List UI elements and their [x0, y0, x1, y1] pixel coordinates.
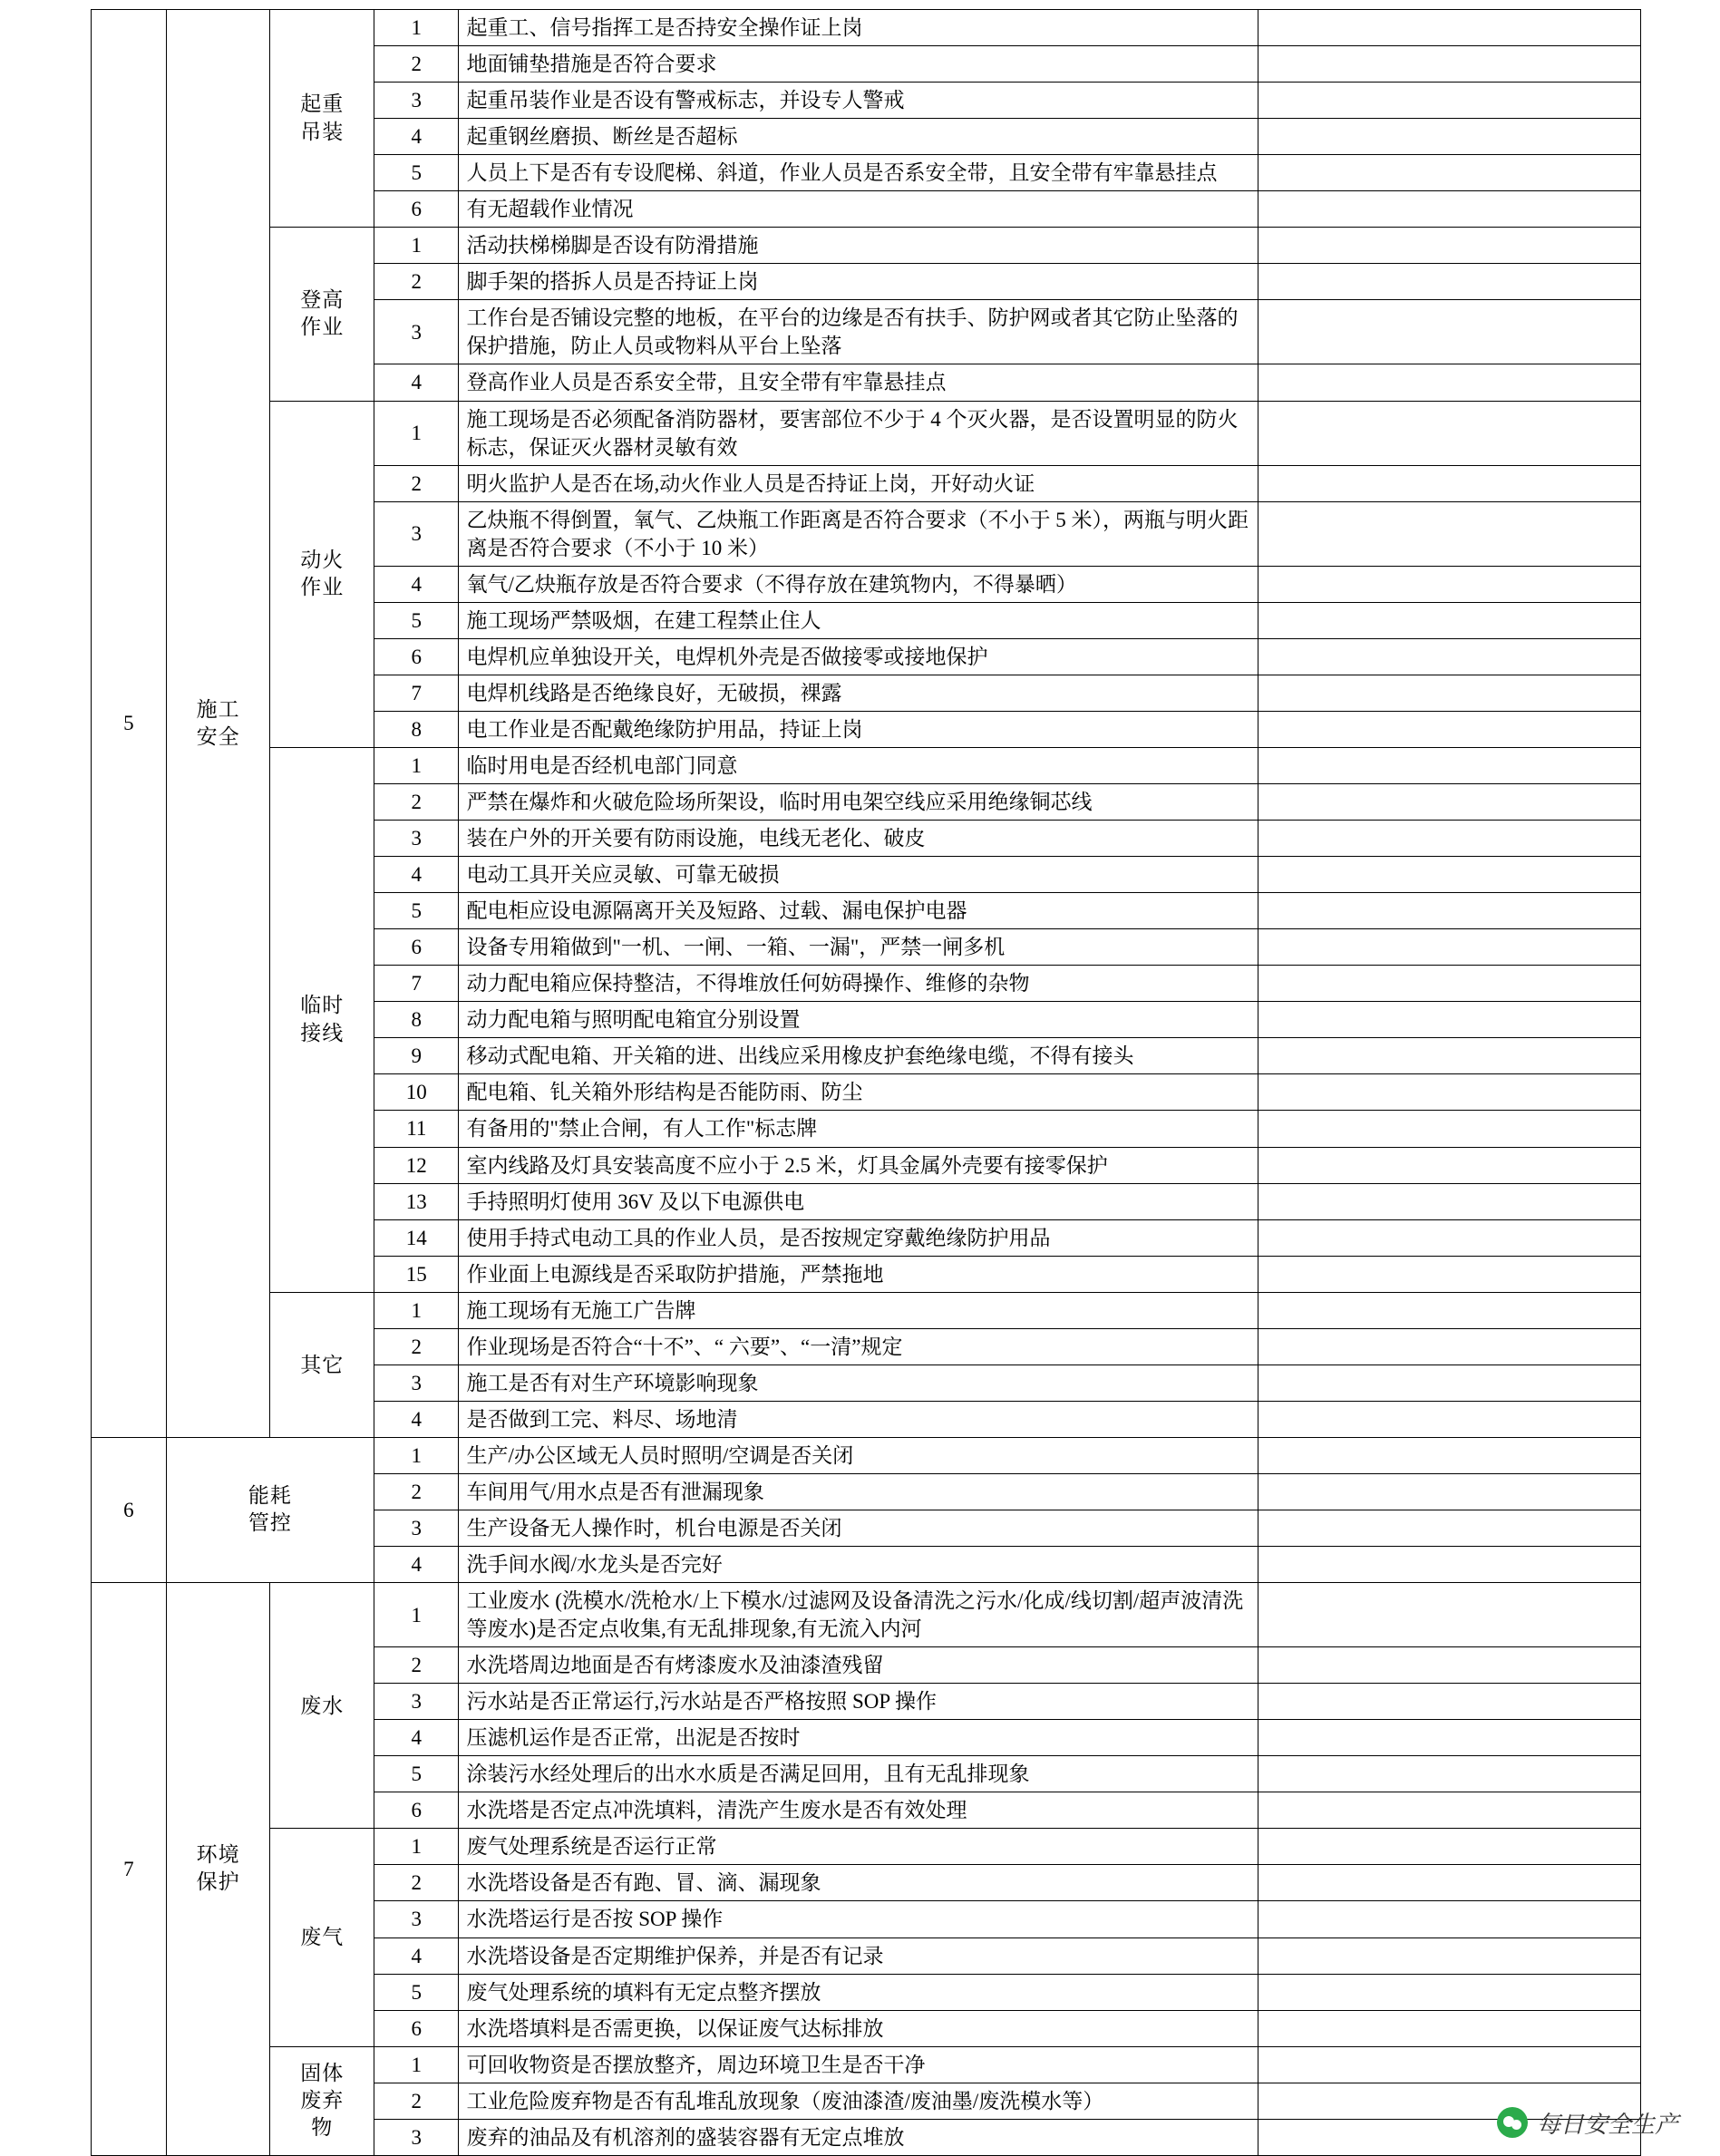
- item-index: 4: [374, 1937, 459, 1974]
- item-text: 水洗塔设备是否定期维护保养，并是否有记录: [459, 1937, 1258, 1974]
- table-row: [92, 1292, 1641, 1328]
- item-index: 4: [374, 1401, 459, 1437]
- item-index: 8: [374, 711, 459, 747]
- item-index: 1: [374, 10, 459, 46]
- item-index: 3: [374, 501, 459, 566]
- item-index: 7: [374, 966, 459, 1002]
- item-index: 5: [374, 155, 459, 191]
- result-cell[interactable]: [1258, 264, 1641, 300]
- item-text: 装在户外的开关要有防雨设施，电线无老化、破皮: [459, 821, 1258, 857]
- item-index: 5: [374, 1756, 459, 1792]
- item-text: 明火监护人是否在场,动火作业人员是否持证上岗，开好动火证: [459, 465, 1258, 501]
- table-row: [92, 401, 1641, 465]
- item-index: 3: [374, 83, 459, 119]
- item-text: 施工现场严禁吸烟，在建工程禁止住人: [459, 602, 1258, 638]
- item-text: 有备用的"禁止合闸，有人工作"标志牌: [459, 1111, 1258, 1147]
- item-text: 起重吊装作业是否设有警戒标志，并设专人警戒: [459, 83, 1258, 119]
- result-cell[interactable]: [1258, 1547, 1641, 1583]
- item-index: 6: [374, 929, 459, 966]
- result-cell[interactable]: [1258, 1147, 1641, 1183]
- item-index: 1: [374, 228, 459, 264]
- section-category: 施工安全: [166, 10, 270, 1438]
- result-cell[interactable]: [1258, 228, 1641, 264]
- safety-checklist-table: [91, 9, 1641, 2156]
- result-cell[interactable]: [1258, 784, 1641, 821]
- item-text: 车间用气/用水点是否有泄漏现象: [459, 1473, 1258, 1510]
- item-index: 2: [374, 1865, 459, 1901]
- item-index: 1: [374, 747, 459, 783]
- item-index: 4: [374, 857, 459, 893]
- item-index: 2: [374, 784, 459, 821]
- item-text: 动力配电箱与照明配电箱宜分别设置: [459, 1002, 1258, 1038]
- result-cell[interactable]: [1258, 155, 1641, 191]
- item-index: 4: [374, 566, 459, 602]
- result-cell[interactable]: [1258, 1647, 1641, 1684]
- result-cell[interactable]: [1258, 1219, 1641, 1256]
- item-text: 作业面上电源线是否采取防护措施，严禁拖地: [459, 1256, 1258, 1292]
- result-cell[interactable]: [1258, 747, 1641, 783]
- item-index: 5: [374, 602, 459, 638]
- result-cell[interactable]: [1258, 46, 1641, 83]
- wechat-icon: [1497, 2107, 1528, 2138]
- result-cell[interactable]: [1258, 1183, 1641, 1219]
- item-index: 4: [374, 1720, 459, 1756]
- result-cell[interactable]: [1258, 191, 1641, 228]
- result-cell[interactable]: [1258, 1974, 1641, 2010]
- item-text: 施工现场有无施工广告牌: [459, 1292, 1258, 1328]
- item-text: 配电柜应设电源隔离开关及短路、过载、漏电保护电器: [459, 893, 1258, 929]
- result-cell[interactable]: [1258, 1401, 1641, 1437]
- item-text: 氧气/乙炔瓶存放是否符合要求（不得存放在建筑物内，不得暴晒）: [459, 566, 1258, 602]
- result-cell[interactable]: [1258, 2010, 1641, 2046]
- item-index: 15: [374, 1256, 459, 1292]
- item-text: 是否做到工完、料尽、场地清: [459, 1401, 1258, 1437]
- item-index: 2: [374, 1647, 459, 1684]
- subgroup-name: 废水: [270, 1583, 374, 1829]
- result-cell[interactable]: [1258, 566, 1641, 602]
- item-index: 1: [374, 401, 459, 465]
- result-cell[interactable]: [1258, 2046, 1641, 2083]
- result-cell[interactable]: [1258, 1002, 1641, 1038]
- item-index: 2: [374, 465, 459, 501]
- item-text: 工作台是否铺设完整的地板，在平台的边缘是否有扶手、防护网或者其它防止坠落的保护措施，防止人员或物料从平台上坠落: [459, 300, 1258, 364]
- item-text: 起重钢丝磨损、断丝是否超标: [459, 119, 1258, 155]
- subgroup-name: 固体废弃物: [270, 2046, 374, 2155]
- result-cell[interactable]: [1258, 300, 1641, 364]
- table-row: [92, 2046, 1641, 2083]
- item-text: 动力配电箱应保持整洁，不得堆放任何妨碍操作、维修的杂物: [459, 966, 1258, 1002]
- result-cell[interactable]: [1258, 401, 1641, 465]
- item-text: 临时用电是否经机电部门同意: [459, 747, 1258, 783]
- result-cell[interactable]: [1258, 1829, 1641, 1865]
- item-text: 起重工、信号指挥工是否持安全操作证上岗: [459, 10, 1258, 46]
- result-cell[interactable]: [1258, 1720, 1641, 1756]
- subgroup-name: 登高作业: [270, 228, 374, 401]
- section-number: 7: [92, 1583, 167, 2156]
- item-text: 设备专用箱做到"一机、一闸、一箱、一漏"，严禁一闸多机: [459, 929, 1258, 966]
- result-cell[interactable]: [1258, 1364, 1641, 1401]
- item-text: 人员上下是否有专设爬梯、斜道，作业人员是否系安全带，且安全带有牢靠悬挂点: [459, 155, 1258, 191]
- result-cell[interactable]: [1258, 711, 1641, 747]
- item-text: 严禁在爆炸和火破危险场所架设，临时用电架空线应采用绝缘铜芯线: [459, 784, 1258, 821]
- item-index: 2: [374, 2083, 459, 2119]
- item-text: 可回收物资是否摆放整齐，周边环境卫生是否干净: [459, 2046, 1258, 2083]
- item-index: 3: [374, 1684, 459, 1720]
- item-index: 2: [374, 1328, 459, 1364]
- table-row: [92, 10, 1641, 46]
- item-text: 电动工具开关应灵敏、可靠无破损: [459, 857, 1258, 893]
- result-cell[interactable]: [1258, 1111, 1641, 1147]
- item-text: 活动扶梯梯脚是否设有防滑措施: [459, 228, 1258, 264]
- item-text: 水洗塔周边地面是否有烤漆废水及油漆渣残留: [459, 1647, 1258, 1684]
- result-cell[interactable]: [1258, 119, 1641, 155]
- item-text: 工业危险废弃物是否有乱堆乱放现象（废油漆渣/废油墨/废洗模水等）: [459, 2083, 1258, 2119]
- item-index: 1: [374, 1583, 459, 1647]
- item-text: 污水站是否正常运行,污水站是否严格按照 SOP 操作: [459, 1684, 1258, 1720]
- item-text: 施工是否有对生产环境影响现象: [459, 1364, 1258, 1401]
- item-index: 3: [374, 821, 459, 857]
- item-text: 涂装污水经处理后的出水水质是否满足回用，且有无乱排现象: [459, 1756, 1258, 1792]
- item-text: 电焊机线路是否绝缘良好，无破损，裸露: [459, 675, 1258, 711]
- table-row: [92, 1437, 1641, 1473]
- item-text: 配电箱、钆关箱外形结构是否能防雨、防尘: [459, 1074, 1258, 1111]
- item-index: 3: [374, 2119, 459, 2155]
- item-text: 地面铺垫措施是否符合要求: [459, 46, 1258, 83]
- item-text: 废气处理系统的填料有无定点整齐摆放: [459, 1974, 1258, 2010]
- item-index: 8: [374, 1002, 459, 1038]
- item-index: 1: [374, 1437, 459, 1473]
- item-text: 水洗塔运行是否按 SOP 操作: [459, 1901, 1258, 1937]
- subgroup-name: 起重吊装: [270, 10, 374, 228]
- watermark-text: 每日安全生产: [1536, 2111, 1678, 2138]
- subgroup-name: 其它: [270, 1292, 374, 1437]
- item-text: 废气处理系统是否运行正常: [459, 1829, 1258, 1865]
- section-number: 5: [92, 10, 167, 1438]
- subgroup-name: 临时接线: [270, 747, 374, 1292]
- table-row: [92, 1829, 1641, 1865]
- item-index: 12: [374, 1147, 459, 1183]
- item-index: 4: [374, 1547, 459, 1583]
- section-number: 6: [92, 1437, 167, 1582]
- item-text: 手持照明灯使用 36V 及以下电源供电: [459, 1183, 1258, 1219]
- result-cell[interactable]: [1258, 1328, 1641, 1364]
- result-cell[interactable]: [1258, 1583, 1641, 1647]
- item-index: 5: [374, 1974, 459, 2010]
- section-category: 能耗管控: [166, 1437, 374, 1582]
- item-index: 7: [374, 675, 459, 711]
- result-cell[interactable]: [1258, 893, 1641, 929]
- subgroup-name: 动火作业: [270, 401, 374, 747]
- item-index: 1: [374, 1292, 459, 1328]
- item-text: 压滤机运作是否正常，出泥是否按时: [459, 1720, 1258, 1756]
- table-row: [92, 228, 1641, 264]
- item-index: 3: [374, 1901, 459, 1937]
- result-cell[interactable]: [1258, 638, 1641, 675]
- result-cell[interactable]: [1258, 1792, 1641, 1829]
- item-index: 4: [374, 364, 459, 401]
- item-index: 3: [374, 300, 459, 364]
- item-text: 有无超载作业情况: [459, 191, 1258, 228]
- item-index: 6: [374, 1792, 459, 1829]
- item-index: 2: [374, 1473, 459, 1510]
- item-text: 作业现场是否符合“十不”、“ 六要”、“一清”规定: [459, 1328, 1258, 1364]
- result-cell[interactable]: [1258, 1473, 1641, 1510]
- result-cell[interactable]: [1258, 465, 1641, 501]
- item-text: 水洗塔设备是否有跑、冒、滴、漏现象: [459, 1865, 1258, 1901]
- item-text: 生产设备无人操作时，机台电源是否关闭: [459, 1510, 1258, 1546]
- item-index: 2: [374, 46, 459, 83]
- result-cell[interactable]: [1258, 1756, 1641, 1792]
- item-index: 1: [374, 1829, 459, 1865]
- result-cell[interactable]: [1258, 1437, 1641, 1473]
- item-index: 5: [374, 893, 459, 929]
- item-text: 洗手间水阀/水龙头是否完好: [459, 1547, 1258, 1583]
- result-cell[interactable]: [1258, 1510, 1641, 1546]
- item-text: 脚手架的搭拆人员是否持证上岗: [459, 264, 1258, 300]
- result-cell[interactable]: [1258, 1901, 1641, 1937]
- item-index: 11: [374, 1111, 459, 1147]
- item-text: 电工作业是否配戴绝缘防护用品，持证上岗: [459, 711, 1258, 747]
- item-text: 工业废水 (洗模水/洗枪水/上下模水/过滤网及设备清洗之污水/化成/线切割/超声波清洗等废水)是否定点收集,有无乱排现象,有无流入内河: [459, 1583, 1258, 1647]
- result-cell[interactable]: [1258, 857, 1641, 893]
- item-text: 电焊机应单独设开关，电焊机外壳是否做接零或接地保护: [459, 638, 1258, 675]
- result-cell[interactable]: [1258, 1038, 1641, 1074]
- item-index: 3: [374, 1364, 459, 1401]
- item-text: 移动式配电箱、开关箱的进、出线应采用橡皮护套绝缘电缆，不得有接头: [459, 1038, 1258, 1074]
- item-index: 2: [374, 264, 459, 300]
- item-text: 水洗塔填料是否需更换，以保证废气达标排放: [459, 2010, 1258, 2046]
- item-index: 13: [374, 1183, 459, 1219]
- result-cell[interactable]: [1258, 1865, 1641, 1901]
- result-cell[interactable]: [1258, 1256, 1641, 1292]
- table-body: [92, 10, 1641, 2156]
- item-index: 10: [374, 1074, 459, 1111]
- table-row: [92, 1583, 1641, 1647]
- result-cell[interactable]: [1258, 10, 1641, 46]
- item-index: 3: [374, 1510, 459, 1546]
- result-cell[interactable]: [1258, 1074, 1641, 1111]
- item-text: 使用手持式电动工具的作业人员，是否按规定穿戴绝缘防护用品: [459, 1219, 1258, 1256]
- result-cell[interactable]: [1258, 602, 1641, 638]
- item-index: 6: [374, 638, 459, 675]
- item-index: 4: [374, 119, 459, 155]
- watermark: [1497, 2106, 1678, 2140]
- item-index: 9: [374, 1038, 459, 1074]
- result-cell[interactable]: [1258, 364, 1641, 401]
- item-index: 6: [374, 191, 459, 228]
- item-text: 乙炔瓶不得倒置，氧气、乙炔瓶工作距离是否符合要求（不小于 5 米），两瓶与明火距离是否符合要求（不小于 10 米）: [459, 501, 1258, 566]
- result-cell[interactable]: [1258, 1684, 1641, 1720]
- item-index: 1: [374, 2046, 459, 2083]
- item-index: 6: [374, 2010, 459, 2046]
- item-text: 施工现场是否必须配备消防器材，要害部位不少于 4 个灭火器，是否设置明显的防火标志，保证灭火器材灵敏有效: [459, 401, 1258, 465]
- table-row: [92, 747, 1641, 783]
- result-cell[interactable]: [1258, 966, 1641, 1002]
- result-cell[interactable]: [1258, 821, 1641, 857]
- item-text: 废弃的油品及有机溶剂的盛装容器有无定点堆放: [459, 2119, 1258, 2155]
- result-cell[interactable]: [1258, 501, 1641, 566]
- result-cell[interactable]: [1258, 1937, 1641, 1974]
- item-index: 14: [374, 1219, 459, 1256]
- item-text: 水洗塔是否定点冲洗填料，清洗产生废水是否有效处理: [459, 1792, 1258, 1829]
- item-text: 生产/办公区域无人员时照明/空调是否关闭: [459, 1437, 1258, 1473]
- item-text: 室内线路及灯具安装高度不应小于 2.5 米，灯具金属外壳要有接零保护: [459, 1147, 1258, 1183]
- subgroup-name: 废气: [270, 1829, 374, 2046]
- item-text: 登高作业人员是否系安全带，且安全带有牢靠悬挂点: [459, 364, 1258, 401]
- result-cell[interactable]: [1258, 929, 1641, 966]
- result-cell[interactable]: [1258, 83, 1641, 119]
- result-cell[interactable]: [1258, 1292, 1641, 1328]
- section-category: 环境保护: [166, 1583, 270, 2156]
- result-cell[interactable]: [1258, 675, 1641, 711]
